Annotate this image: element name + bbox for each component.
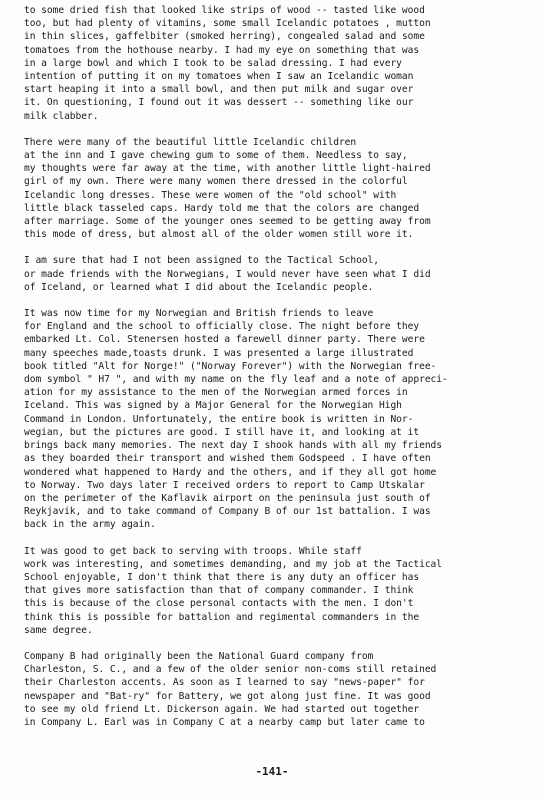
paragraph-5: It was good to get back to serving with troops. While staff work was interesting, and sometimes demanding, and my job at the Tactical School enjoyable, I don't think that there is any duty an officer has that gives more satisfaction than that of company commander. I think this is because of the close personal contacts with the men. I don't think this is possible for battalion and regimental commanders in the same degree.: [24, 545, 442, 636]
paragraph-6: Company B had originally been the National Guard company from Charleston, S. C., and a few of the older senior non-coms still retained their Charleston accents. As soon as I learned to say "news-paper" for newspaper and "Bat-ry" for Battery, we got along just fine. It was good to see my old friend Lt. Dickerson again. We had started out together in Company L. Earl was in Company C at a nearby camp but later came to: [24, 650, 437, 728]
page-number: -141-: [255, 765, 289, 778]
paragraph-1: to some dried fish that looked like strips of wood -- tasted like wood too, but had plenty of vitamins, some small Icelandic potatoes , mutton in thin slices, gaffelbiter (smoked herring), congealed salad and some tomatoes from the hothouse nearby. I had my eye on something that was in a large bowl and which I took to be salad dressing. I had every intention of putting it on my tomatoes when I saw an Icelandic woman start heaping it into a small bowl, and then put milk and sugar over it. On questioning, I found out it was dessert -- something like our milk clabber.: [24, 5, 431, 122]
paragraph-3: I am sure that had I not been assigned to the Tactical School, or made friends with the Norwegians, I would never have seen what I did of Iceland, or learned what I did about the Icelandic people.: [24, 255, 431, 293]
paragraph-2: There were many of the beautiful little Icelandic children at the inn and I gave chewing gum to some of them. Needless to say, my thoughts were far away at the time, with another little light-haired girl of my own. There were many women there dressed in the colorful Icelandic long dresses. These were women of the "old school" with little black tasseled caps. Hardy told me that the colors are changed after marriage. Some of the younger ones seemed to be getting away from this mode of dress, but almost all of the older women still wore it.: [24, 136, 431, 241]
paragraph-4: It was now time for my Norwegian and British friends to leave for England and the school to officially close. The night before they embarked Lt. Col. Stenersen hosted a farewell dinner party. There were many speeches made,toasts drunk. I was presented a large illustrated book titled "Alt for Norge!" ("Norway Forever") with the Norwegian free- dom symbol " H7 ", and with my name on the fly leaf and a note of appreci- ation for my assistance to the men of the Norwegian armed forces in Iceland. This was signed by a Major General for the Norwegian High Command in London. Unfortunately, the entire book is written in Nor- wegian, but the pictures are good. I still have it, and looking at it brings back many memories. The next day I shook hands with all my friends as they boarded their transport and wished them Godspeed . I have often wondered what happened to Hardy and the others, and if they all got home to Norway. Two days later I received orders to report to Camp Utskalar on the perimeter of the Kaflavik airport on the peninsula just south of Reykjavik, and to take command of Company B of our 1st battalion. I was back in the army again.: [24, 308, 448, 531]
